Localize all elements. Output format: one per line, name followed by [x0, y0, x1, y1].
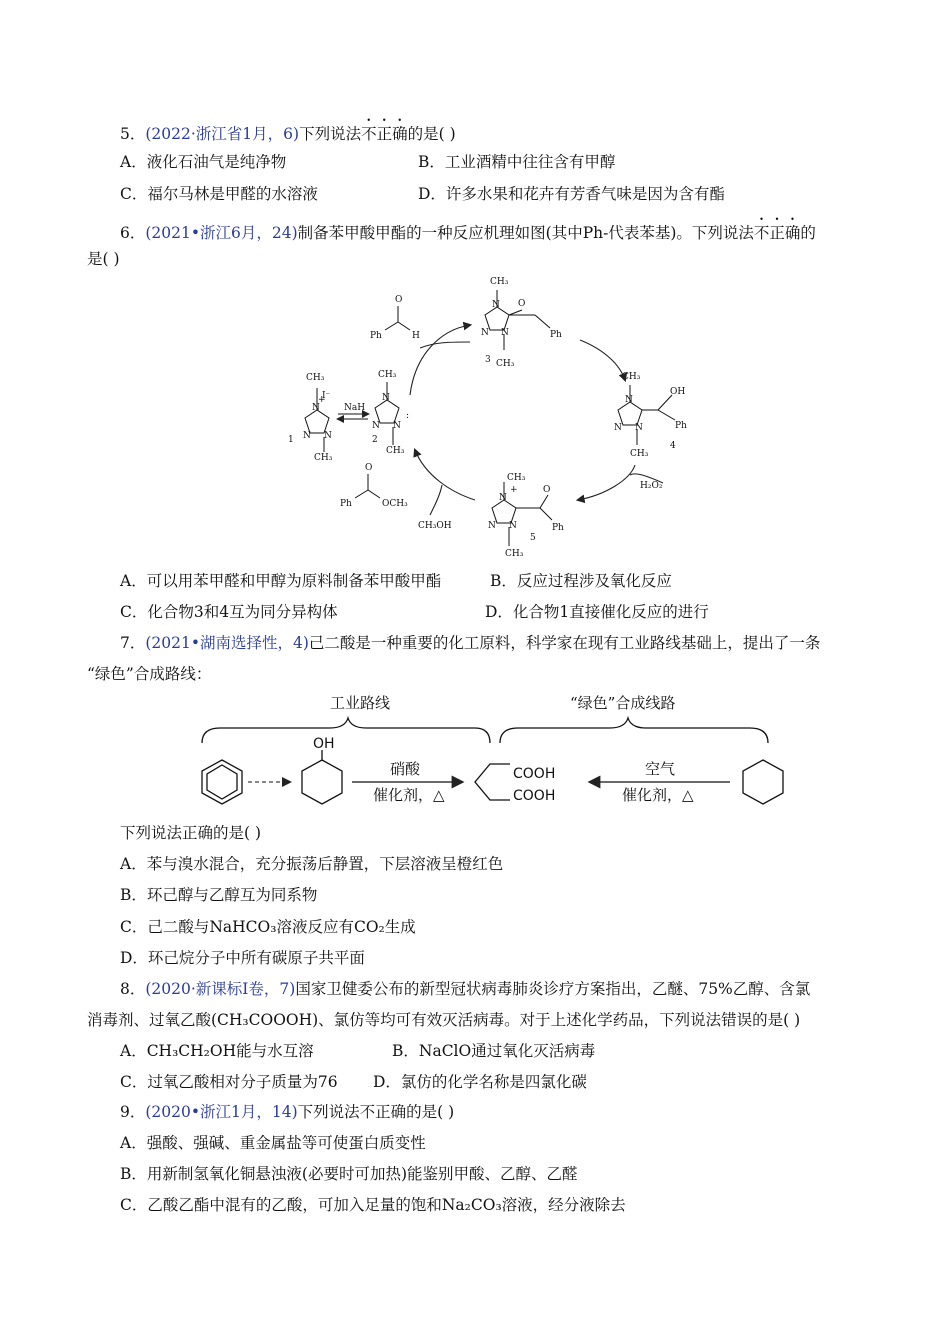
- svg-text:N: N: [625, 395, 633, 405]
- svg-text:NaH: NaH: [344, 403, 366, 413]
- q5-source: (2022·浙江省1月，6): [145, 125, 300, 143]
- q7-stem: 7．(2021•湖南选择性，4)己二酸是一种重要的化工原料，科学家在现有工业路线基础上，提出了一条: [120, 634, 821, 652]
- svg-text:Ph: Ph: [675, 421, 687, 431]
- compound-5-structure: [488, 473, 564, 559]
- svg-text:CH₃: CH₃: [490, 277, 509, 287]
- svg-text:COOH: COOH: [513, 766, 556, 782]
- svg-text:CH₃: CH₃: [505, 549, 524, 559]
- svg-text:CH₃: CH₃: [386, 446, 405, 456]
- svg-text::: :: [406, 411, 410, 421]
- q9-stem: 9．(2020•浙江1月，14)下列说法不正确的是( ): [120, 1103, 455, 1121]
- svg-text:N: N: [635, 423, 643, 433]
- svg-text:CH₃OH: CH₃OH: [418, 521, 452, 531]
- q9-option-a: A．强酸、强碱、重金属盐等可使蛋白质变性: [120, 1134, 426, 1152]
- svg-text:H: H: [412, 331, 420, 341]
- q7-prompt: 下列说法正确的是( ): [120, 824, 262, 842]
- svg-text:CH₃: CH₃: [630, 449, 649, 459]
- svg-text:空气: 空气: [645, 760, 676, 778]
- q8-source: (2020·新课标Ⅰ卷，7): [145, 980, 296, 998]
- q6-source: (2021•浙江6月，24): [145, 224, 298, 242]
- svg-text:N: N: [324, 431, 332, 441]
- industrial-route-label: 工业路线: [330, 694, 391, 712]
- q8-option-a: A．CH₃CH₂OH能与水互溶: [120, 1042, 314, 1060]
- q6-option-b: B．反应过程涉及氧化反应: [490, 572, 672, 590]
- q9-option-b: B．用新制氢氧化铜悬浊液(必要时可加热)能鉴别甲酸、乙醇、乙醛: [120, 1165, 578, 1183]
- q7-option-a: A．苯与溴水混合，充分振荡后静置，下层溶液呈橙红色: [120, 855, 504, 873]
- q5-option-d: D．许多水果和花卉有芳香气味是因为含有酯: [418, 185, 725, 203]
- green-route-label: “绿色”合成线路: [570, 694, 676, 712]
- q5-stem: 5．(2022·浙江省1月，6)下列说法不正确的是( ): [120, 125, 456, 143]
- svg-text:N: N: [501, 328, 509, 338]
- svg-text:4: 4: [670, 441, 676, 451]
- svg-text:O: O: [518, 299, 526, 309]
- adipic-acid-structure: [475, 764, 555, 804]
- svg-text:N: N: [303, 431, 311, 441]
- synthesis-route-diagram: [190, 688, 800, 813]
- svg-text:CH₃: CH₃: [622, 372, 641, 382]
- q7-source: (2021•湖南选择性，4): [145, 634, 309, 652]
- svg-text:N: N: [481, 328, 489, 338]
- q7-option-b: B．环己醇与乙醇互为同系物: [120, 886, 318, 904]
- svg-text:+: +: [510, 485, 518, 495]
- svg-text:O: O: [365, 463, 373, 473]
- cyclohexanol-structure: [302, 736, 342, 804]
- svg-text:N: N: [509, 521, 517, 531]
- svg-text:OH: OH: [670, 387, 686, 397]
- svg-text:+: +: [318, 395, 326, 405]
- compound-4-structure: [614, 372, 687, 459]
- svg-text:催化剂，△: 催化剂，△: [373, 786, 445, 804]
- svg-text:CH₃: CH₃: [306, 373, 325, 383]
- q8-stem-cont: 消毒剂、过氧乙酸(CH₃COOOH)、氯仿等均可有效灭活病毒。对于上述化学药品，下列说法错误的是( ): [87, 1011, 801, 1029]
- q8-stem: 8．(2020·新课标Ⅰ卷，7)国家卫健委公布的新型冠状病毒肺炎诊疗方案指出，乙醚、75%乙醇、含氯: [120, 980, 811, 998]
- svg-text:Ph: Ph: [552, 523, 564, 533]
- q6-option-c: C．化合物3和4互为同分异构体: [120, 603, 338, 621]
- svg-text:CH₃: CH₃: [314, 453, 333, 463]
- svg-text:N: N: [492, 300, 500, 310]
- svg-text:CH₃: CH₃: [378, 370, 397, 380]
- compound-1-structure: [288, 373, 333, 463]
- q5-option-b: B．工业酒精中往往含有甲醇: [418, 153, 616, 171]
- svg-text:N: N: [499, 493, 507, 503]
- svg-text:硝酸: 硝酸: [390, 760, 421, 778]
- svg-text:2: 2: [372, 435, 378, 445]
- svg-text:N: N: [372, 421, 380, 431]
- q8-option-d: D．氯仿的化学名称是四氯化碳: [373, 1073, 587, 1091]
- q6-stem-cont: 是( ): [87, 250, 120, 268]
- benzene-structure: [202, 760, 242, 804]
- svg-text:1: 1: [288, 435, 294, 445]
- svg-text:N: N: [312, 403, 320, 413]
- svg-text:OCH₃: OCH₃: [382, 499, 408, 509]
- svg-text:5: 5: [530, 533, 536, 543]
- q5-option-a: A．液化石油气是纯净物: [120, 153, 287, 171]
- svg-text:N: N: [382, 393, 390, 403]
- svg-text:I⁻: I⁻: [322, 391, 331, 401]
- q6-option-a: A．可以用苯甲醛和甲醇为原料制备苯甲酸甲酯: [120, 572, 442, 590]
- q9-option-c: C．乙酸乙酯中混有的乙酸，可加入足量的饱和Na₂CO₃溶液，经分液除去: [120, 1196, 626, 1214]
- svg-text:CH₃: CH₃: [507, 473, 526, 483]
- compound-2-structure: [372, 370, 409, 456]
- q8-option-c: C．过氧乙酸相对分子质量为76: [120, 1073, 338, 1091]
- cyclohexane-structure: [743, 760, 783, 804]
- compound-3-structure: [481, 277, 562, 369]
- q8-option-b: B．NaClO通过氧化灭活病毒: [392, 1042, 596, 1060]
- svg-text:N: N: [488, 521, 496, 531]
- q6-option-d: D．化合物1直接催化反应的进行: [485, 603, 709, 621]
- svg-text:H₂O₂: H₂O₂: [640, 481, 663, 491]
- svg-text:3: 3: [485, 355, 491, 365]
- svg-text:催化剂，△: 催化剂，△: [622, 786, 694, 804]
- svg-text:COOH: COOH: [513, 788, 556, 804]
- q7-option-d: D．环己烷分子中所有碳原子共平面: [120, 949, 365, 967]
- q5-option-c: C．福尔马林是甲醛的水溶液: [120, 185, 318, 203]
- svg-text:Ph: Ph: [370, 331, 382, 341]
- svg-text:Ph: Ph: [340, 499, 352, 509]
- q9-source: (2020•浙江1月，14): [145, 1103, 298, 1121]
- q6-stem: 6．(2021•浙江6月，24)制备苯甲酸甲酯的一种反应机理如图(其中Ph-代表苯基)。下列说法不正确的: [120, 224, 816, 242]
- reaction-mechanism-diagram: [260, 270, 720, 570]
- svg-text:OH: OH: [313, 736, 335, 752]
- q7-option-c: C．己二酸与NaHCO₃溶液反应有CO₂生成: [120, 918, 416, 936]
- q7-stem-cont: “绿色”合成路线：: [87, 665, 212, 683]
- methyl-benzoate-structure: [340, 463, 408, 509]
- svg-text:CH₃: CH₃: [496, 359, 515, 369]
- svg-text:O: O: [543, 485, 551, 495]
- svg-text:N: N: [614, 423, 622, 433]
- benzaldehyde-structure: [370, 295, 420, 341]
- svg-text:Ph: Ph: [550, 330, 562, 340]
- svg-text:O: O: [395, 295, 403, 305]
- svg-text:N: N: [393, 421, 401, 431]
